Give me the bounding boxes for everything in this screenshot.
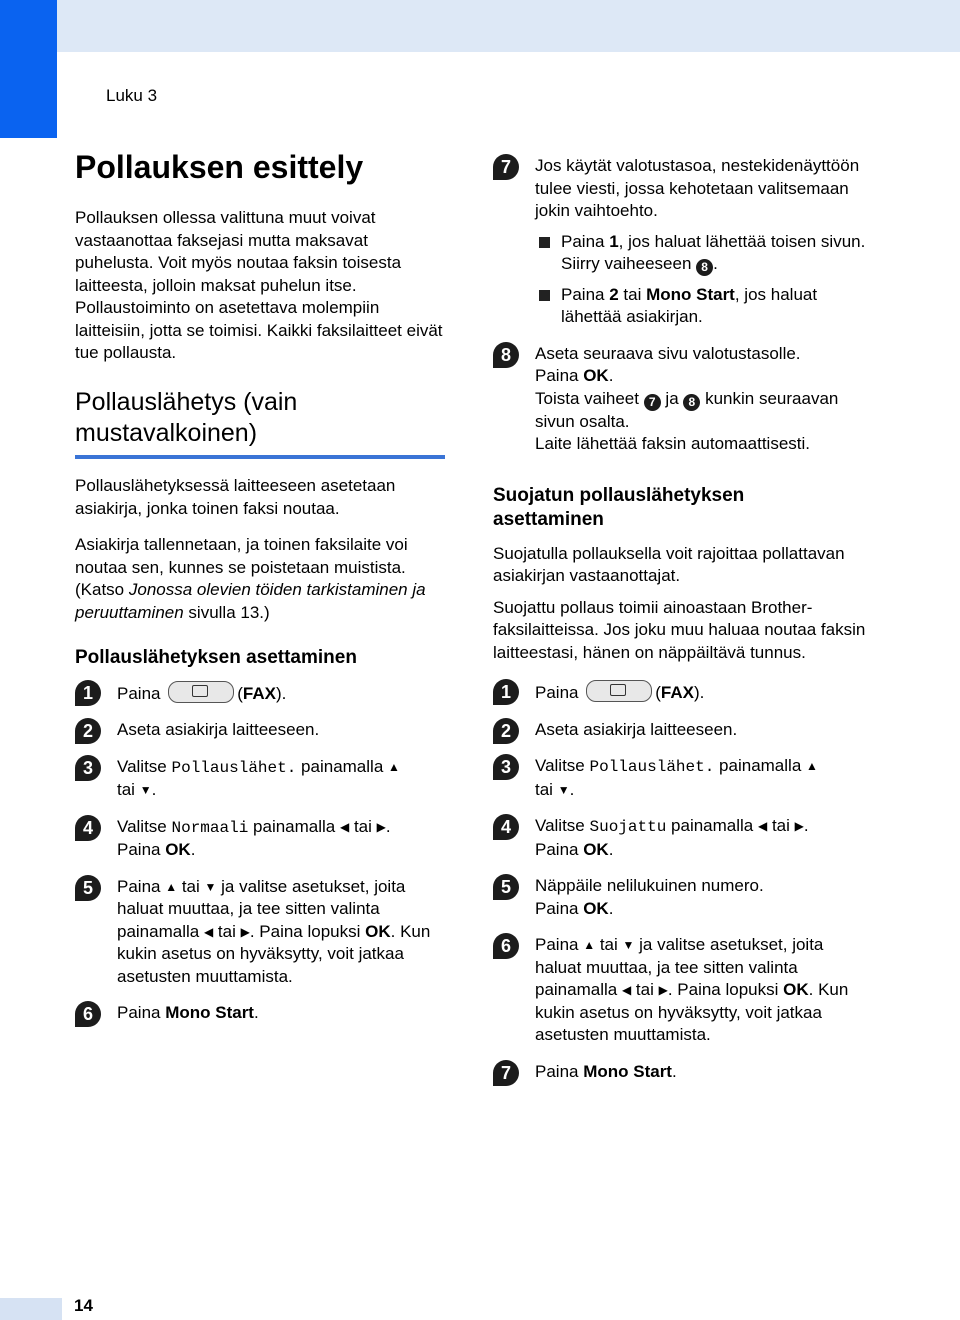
text: painamalla <box>666 816 758 836</box>
step-number: 7 <box>493 154 519 180</box>
text: tai <box>631 980 659 1000</box>
secure-paragraph-2: Suojattu pollaus toimii ainoastaan Brother-faksilaitteissa. Jos joku muu haluaa noutaa faksin laitteestasi, hänen on näppäiltävä tunnus. <box>493 597 866 662</box>
left-arrow-icon: ◀ <box>339 819 350 834</box>
cross-reference-link[interactable]: Jonossa olevien töiden tarkistaminen ja peruuttaminen <box>75 580 426 622</box>
key-name: FAX <box>660 683 694 703</box>
text: Valitse <box>117 816 172 836</box>
secure-step-6 <box>493 934 873 1047</box>
text: Valitse <box>117 756 172 776</box>
text: Valitse <box>535 816 590 836</box>
lcd-option: Pollauslähet. <box>171 758 297 777</box>
step-number: 8 <box>493 342 519 368</box>
key-name: Mono Start <box>646 284 735 304</box>
text: Paina <box>535 898 584 918</box>
text: tai <box>767 816 795 836</box>
text: . Kun kukin asetus on hyväksytty, voit jatkaa asetusten muuttamista. <box>117 921 431 986</box>
text: ja valitse asetukset, joita haluat muuttaa, ja tee sitten valinta painamalla <box>535 935 824 1000</box>
text: Paina <box>561 284 610 304</box>
step-number: 4 <box>493 814 519 840</box>
key-name: FAX <box>242 683 276 703</box>
step-reference: 7 <box>644 394 661 411</box>
up-arrow-icon: ▲ <box>388 759 400 774</box>
key-name: OK <box>165 840 191 860</box>
up-arrow-icon: ▲ <box>165 879 178 894</box>
step-8: 8 Aseta seuraava sivu valotustasolle. Paina OK. Toista vaiheet 7 ja 8 kunkin seuraavan sivun osalta. Laite lähettää faksin automaattisesti. <box>493 343 873 456</box>
left-arrow-icon: ◀ <box>621 983 632 998</box>
text: Paina <box>117 876 166 896</box>
text: Siirry vaiheeseen <box>561 254 697 273</box>
text: tai <box>595 935 623 955</box>
text: tai <box>117 780 140 800</box>
step-number: 5 <box>75 875 101 901</box>
step-number: 2 <box>493 718 519 744</box>
chapter-label: Luku 3 <box>106 86 158 105</box>
text: ). <box>275 683 287 703</box>
text: painamalla <box>714 756 806 776</box>
key-name: OK <box>583 839 609 859</box>
text: Asiakirja tallennetaan, ja toinen faksilaite voi noutaa sen, kunnes se poistetaan muistista. (Katso <box>75 535 408 600</box>
key-name: OK <box>583 366 609 386</box>
text: . Paina lopuksi <box>667 980 784 1000</box>
section-paragraph-1: Pollauslähetyksessä laitteeseen asetetaan asiakirja, jonka toinen faksi noutaa. <box>75 476 396 518</box>
secure-step-2 <box>493 719 873 742</box>
down-arrow-icon: ▼ <box>204 879 217 894</box>
text: Paina <box>535 366 584 386</box>
key-name: OK <box>583 898 609 918</box>
chapter-tab <box>0 0 57 138</box>
secure-paragraph-1: Suojatulla pollauksella voit rajoittaa pollattavan asiakirjan vastaanottajat. <box>493 543 845 586</box>
step-4: 4 Valitse Normaali painamalla ◀ tai ▶. Paina OK. <box>75 816 450 862</box>
page-title: Pollauksen esittely <box>75 149 364 185</box>
section-title: Pollauslähetys (vain mustavalkoinen) <box>75 387 298 447</box>
text: tai <box>535 779 558 799</box>
text: ). <box>693 683 705 703</box>
text: ja <box>660 388 684 408</box>
text: , jos haluat lähettää toisen sivun. <box>618 231 866 251</box>
key-name: Mono Start <box>583 1061 672 1081</box>
text: tai <box>213 921 241 941</box>
text: Paina <box>117 840 166 860</box>
key-name: Mono Start <box>165 1003 254 1023</box>
fax-key-icon <box>586 680 652 702</box>
text: Paina <box>535 935 584 955</box>
bullet-square-icon <box>539 237 550 248</box>
secure-step-7: 7 Paina Mono Start. <box>493 1061 873 1084</box>
text: Näppäile nelilukuinen numero. <box>535 876 764 896</box>
down-arrow-icon: ▼ <box>622 938 635 953</box>
step-reference: 8 <box>696 259 713 276</box>
text: , jos haluat lähettää asiakirjan. <box>561 284 818 327</box>
secure-step-3: 3 Valitse Pollauslähet. painamalla ▲ tai ▼. <box>493 755 873 801</box>
section-rule <box>75 455 445 459</box>
text: Paina <box>117 1003 166 1023</box>
up-arrow-icon: ▲ <box>583 938 596 953</box>
step-number: 3 <box>493 754 519 780</box>
subsection-title: Pollauslähetyksen asettaminen <box>75 647 357 669</box>
text: ja valitse asetukset, joita haluat muuttaa, ja tee sitten valinta painamalla <box>117 876 406 941</box>
secure-step-5: 5 Näppäile nelilukuinen numero. Paina OK. <box>493 875 873 920</box>
step-number: 5 <box>493 874 519 900</box>
fax-key-icon <box>168 681 234 703</box>
step-1: 1 Paina (FAX). <box>75 681 450 706</box>
step-3: 3 Valitse Pollauslähet. painamalla ▲ tai ▼. <box>75 756 450 802</box>
text: sivulla 13.) <box>183 602 270 622</box>
text: painamalla <box>248 816 340 836</box>
text: kunkin seuraavan sivun osalta. <box>535 388 839 431</box>
key-name: 2 <box>609 284 619 304</box>
down-arrow-icon: ▼ <box>139 783 152 798</box>
section-paragraph-2 <box>75 534 450 624</box>
text: tai <box>349 816 377 836</box>
up-arrow-icon: ▲ <box>806 759 818 774</box>
text: Aseta asiakirja laitteeseen. <box>117 720 320 740</box>
key-name: OK <box>783 980 809 1000</box>
left-column <box>75 150 450 1039</box>
step-number: 4 <box>75 815 101 841</box>
text: . Kun kukin asetus on hyväksytty, voit jatkaa asetusten muuttamista. <box>535 980 849 1045</box>
step-reference: 8 <box>683 394 700 411</box>
lcd-option: Suojattu <box>589 818 667 837</box>
right-arrow-icon: ▶ <box>376 819 386 834</box>
step-6: 6 Paina Mono Start. <box>75 1002 450 1025</box>
step-5 <box>75 876 450 989</box>
text: Paina <box>561 231 610 251</box>
text: Valitse <box>535 756 590 776</box>
right-arrow-icon: ▶ <box>658 983 668 998</box>
bullet-square-icon <box>539 290 550 301</box>
lcd-option: Normaali <box>171 818 249 837</box>
left-arrow-icon: ◀ <box>203 924 214 939</box>
text: Paina <box>535 839 584 859</box>
lcd-option: Pollauslähet. <box>589 758 715 777</box>
step-number: 1 <box>75 680 101 706</box>
key-name: OK <box>365 921 391 941</box>
text: Laite lähettää faksin automaattisesti. <box>535 434 810 453</box>
page-number: 14 <box>74 1296 93 1315</box>
text: Jos käytät valotustasoa, nestekidenäyttöön tulee viesti, jossa kehotetaan valitsemaan jokin vaihtoehto. <box>535 156 860 220</box>
step-7 <box>493 155 873 329</box>
text: painamalla <box>296 756 388 776</box>
text: Toista vaiheet <box>535 388 644 408</box>
right-column <box>493 155 873 1097</box>
secure-step-4: 4 Valitse Suojattu painamalla ◀ tai ▶. Paina OK. <box>493 815 873 861</box>
text: tai <box>618 284 647 304</box>
text: Aseta seuraava sivu valotustasolle. <box>535 343 801 363</box>
text: Paina <box>535 1061 584 1081</box>
right-arrow-icon: ▶ <box>240 924 250 939</box>
step-number: 6 <box>493 933 519 959</box>
secure-step-1: 1 Paina (FAX). <box>493 680 873 705</box>
text: Paina <box>535 683 579 703</box>
step-number: 2 <box>75 718 101 744</box>
text: Aseta asiakirja laitteeseen. <box>535 719 738 739</box>
step-2 <box>75 719 450 742</box>
footer-bar <box>0 1298 62 1320</box>
key-name: 1 <box>609 231 619 251</box>
step-number: 3 <box>75 755 101 781</box>
text: Paina <box>117 683 161 703</box>
header-band <box>0 0 960 52</box>
text: . Paina lopuksi <box>249 921 366 941</box>
left-arrow-icon: ◀ <box>757 819 768 834</box>
intro-paragraph: Pollauksen ollessa valittuna muut voivat vastaanottaa faksejasi mutta maksavat puhelusta. Voit myös noutaa faksin toisesta laitteesta, jolloin maksat puhelun itse. Pollaustoiminto on asetettava molempiin laitteisiin, jotta se toimisi. Kaikki faksilaitteet eivät tue pollausta. <box>75 208 443 363</box>
bullet-option-1: Paina 1, jos haluat lähettää toisen sivun. Siirry vaiheeseen 8 . <box>535 231 873 276</box>
step-number: 1 <box>493 679 519 705</box>
subsection-title-secure: Suojatun pollauslähetyksen asettaminen <box>493 484 745 531</box>
step-number: 7 <box>493 1060 519 1086</box>
text: tai <box>177 876 205 896</box>
down-arrow-icon: ▼ <box>557 782 570 797</box>
right-arrow-icon: ▶ <box>794 819 804 834</box>
bullet-option-2 <box>535 284 873 329</box>
step-number: 6 <box>75 1001 101 1027</box>
